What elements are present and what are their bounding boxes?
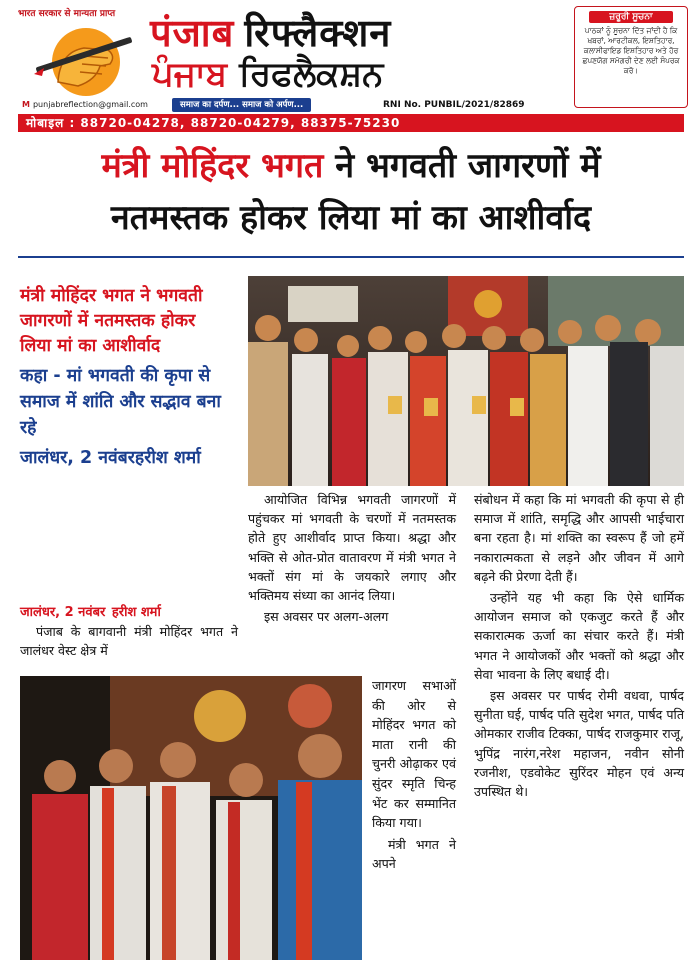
article-column-2-top — [248, 490, 456, 626]
summary-block — [20, 284, 232, 471]
headline-divider — [18, 256, 684, 258]
title-hindi-word1: पंजाब — [150, 11, 235, 55]
article-paragraph: उन्होंने यह भी कहा कि ऐसे धार्मिक आयोजन समाज को एकजुट करते हैं और सकारात्मक ऊर्जा का संचार करते हैं। मंत्री भगत ने आयोजकों और भक्तों को श्रद्धा और सेवा भावना के लिए बधाई दी। — [474, 590, 684, 682]
email-address: punjabreflection@gmail.com — [32, 100, 148, 109]
article-paragraph: इस अवसर पर पार्षद रोमी वधवा, पार्षद सुनीता घई, पार्षद पति सुदेश भगत, पार्षद पति ओमकार राजीव टिक्का, पार्षद राजकुमार राजू, भुपिंद्र नारंग,नरेश महाजन, नवीन सोनी रजनीश, एडवोकेट सुरिंदर मोहन एवं अन्य उपस्थित थे। — [474, 688, 684, 800]
group-photo-top-image — [248, 276, 684, 486]
title-hindi — [150, 6, 391, 58]
recognition-text: भारत सरकार से मान्यता प्राप्त — [18, 9, 116, 19]
headline-red-part: मंत्री मोहिंदर भगत — [101, 146, 324, 186]
group-photo-bottom — [20, 676, 362, 960]
article-paragraph: मंत्री भगत ने अपने — [372, 836, 456, 872]
notice-body: ਪਾਠਕਾਂ ਨੂੰ ਸੂਚਨਾ ਦਿੱਤ ਜਾਂਦੀ ਹੈ ਕਿ ਖ਼ਬਰਾਂ, ਆਰਟੀਕਲ, ਇਸ਼ਤਿਹਾਰ, ਕਲਾਸੀਫਾਇਡ ਇਸ਼ਤਿਹਾਰ ਅਤੇ ਹੋਰ ਛਪਣਯੋਗ ਸਮੱਗਰੀ ਦੇਣ ਲਈ ਸੰਪਰਕ ਕਰੋ। — [582, 26, 680, 75]
article-column-2-bottom — [372, 676, 456, 874]
article-column-3 — [474, 490, 684, 801]
headline-black-part: ने भगवती जागरणों में — [323, 146, 601, 186]
dateline-author: हरीश शर्मा — [111, 605, 161, 620]
group-photo-bottom-image — [20, 676, 362, 960]
group-photo-top — [248, 276, 684, 486]
notice-title: ਜ਼ਰੂਰੀ ਸੂਚਨਾ — [589, 11, 673, 23]
title-punjabi — [152, 54, 383, 94]
article-paragraph: इस अवसर पर अलग-अलग — [264, 609, 389, 625]
article-paragraph: संबोधन में कहा कि मां भगवती की कृपा से ही समाज में शांति, समृद्धि और आपसी भाईचारा बना रहता है। मां शक्ति का स्वरूप हैं जो हमें नकारात्मकता से लड़ने और जीवन में आगे बढ़ने की प्रेरणा देती हैं। — [474, 492, 684, 584]
fist-pen-logo-icon — [30, 22, 138, 98]
headline-line1 — [18, 140, 684, 192]
article-paragraph: जागरण सभाओं की ओर से मोहिंदर भगत को माता रानी की चुनरी ओढ़ाकर एवं सुंदर स्मृति चिन्ह भेंट कर सम्मानित किया गया। — [372, 678, 456, 831]
article-column-1 — [20, 622, 238, 660]
slogan-badge: समाज का दर्पण... समाज को अर्पण... — [172, 98, 311, 112]
title-punjabi-word2: ਰਿਫਲੈਕਸ਼ਨ — [239, 54, 384, 94]
title-hindi-word2: रिफ्लैक्शन — [244, 11, 392, 55]
main-headline — [18, 140, 684, 244]
summary-title: मंत्री मोहिंदर भगत ने भगवती जागरणों में नतमस्तक होकर लिया मां का आशीर्वाद — [20, 286, 203, 356]
dateline-place: जालंधर, 2 नवंबर — [20, 605, 106, 620]
notice-box — [574, 6, 688, 108]
title-punjabi-word1: ਪੰਜਾਬ — [152, 54, 228, 94]
summary-subtitle: कहा - मां भगवती की कृपा से समाज में शांति और सद्भाव बना रहे — [20, 366, 221, 438]
masthead — [0, 0, 696, 112]
headline-line2: नतमस्तक होकर लिया मां का आशीर्वाद — [110, 198, 592, 238]
summary-placeline: जालंधर, 2 नवंबरहरीश शर्मा — [20, 448, 201, 468]
email-line — [22, 100, 148, 109]
article-paragraph: आयोजित विभिन्न भगवती जागरणों में पहुंचकर मां भगवती के चरणों में नतमस्तक होते हुए आशीर्वाद प्राप्त किया। श्रद्धा और भक्ति से ओत-प्रोत वातावरण में मंत्री भगत ने भक्तों संग मां के जयकारे लगाए और भक्तिमय संध्या का आनंद लिया। — [248, 492, 456, 604]
mobile-number-bar: मोबाइल : 88720-04278, 88720-04279, 88375-75230 — [18, 114, 684, 132]
mail-icon: M — [22, 100, 30, 109]
article-dateline — [20, 602, 242, 620]
article-paragraph: पंजाब के बागवानी मंत्री मोहिंदर भगत ने जालंधर वेस्ट क्षेत्र में — [20, 624, 238, 659]
rni-number: RNI No. PUNBIL/2021/82869 — [383, 100, 525, 110]
